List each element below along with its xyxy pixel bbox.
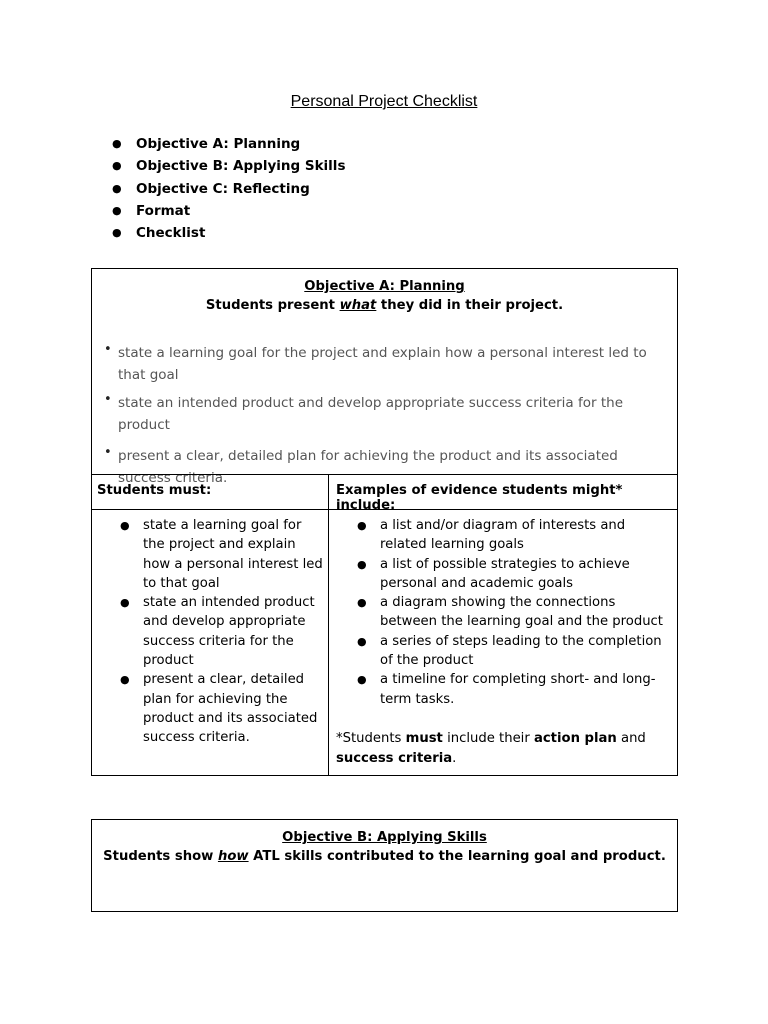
objective-a-header [92, 277, 677, 315]
bullet-icon: ● [112, 181, 122, 195]
contents-item-checklist: Checklist [136, 225, 206, 242]
bullet-icon: • [104, 445, 112, 460]
objective-a-heading: Objective A: Planning [304, 279, 465, 294]
contents-item-objective-c: Objective C: Reflecting [136, 180, 310, 197]
list-item: • state a learning goal for the project and explain how a personal interest led to that goal [104, 343, 664, 386]
list-item: • state an intended product and develop appropriate success criteria for the product [104, 393, 664, 436]
bullet-icon: ● [357, 519, 367, 532]
bullet-icon: ● [120, 519, 130, 532]
bullet-icon: ● [112, 226, 122, 240]
bullet-icon: • [104, 392, 112, 407]
bullet-icon: ● [357, 673, 367, 687]
column-header-students-must: Students must: [97, 483, 212, 498]
contents-item-format: Format [136, 202, 191, 219]
column-divider [328, 474, 329, 775]
objective-b-heading: Objective B: Applying Skills [282, 830, 487, 845]
bullet-icon: ● [357, 634, 367, 648]
objective-a-table [91, 268, 678, 776]
bullet-icon: ● [120, 596, 130, 610]
bullet-icon: ● [112, 159, 122, 173]
bullet-icon: ● [357, 596, 367, 610]
evidence-list [355, 516, 673, 709]
evidence-note: *Students must include their action plan and success criteria. [336, 731, 646, 766]
column-header-evidence: Examples of evidence students might* include: [336, 483, 623, 513]
bullet-icon: ● [112, 203, 122, 217]
table-divider [92, 474, 677, 475]
list-item [112, 133, 345, 155]
contents-list [112, 133, 345, 244]
list-item: ● a list and/or diagram of interests and related learning goals [357, 518, 626, 553]
bullet-icon: • [104, 342, 112, 357]
bullet-icon: ● [120, 673, 130, 687]
list-item: ● a timeline for completing short- and long-term tasks. [357, 672, 656, 707]
page-title: Personal Project Checklist [290, 93, 478, 110]
list-item: ● state a learning goal for the project and explain how a personal interest led to that goal [120, 518, 323, 591]
students-must-list [118, 516, 326, 748]
objective-b-header [92, 828, 677, 866]
objective-b-table [91, 819, 678, 912]
objective-b-subheading: Students show how ATL skills contributed to the learning goal and product. [103, 849, 666, 864]
list-item: ● a list of possible strategies to achieve personal and academic goals [357, 556, 630, 591]
objective-a-criteria [104, 343, 664, 489]
list-item [112, 200, 345, 222]
contents-item-objective-a: Objective A: Planning [136, 136, 301, 152]
objective-a-subheading: Students present what they did in their project. [205, 298, 564, 313]
contents-item-objective-b: Objective B: Applying Skills [136, 158, 346, 175]
bullet-icon: ● [357, 557, 367, 571]
list-item: ● state an intended product and develop appropriate success criteria for the product [120, 595, 315, 669]
list-item [112, 178, 345, 200]
list-item: ● present a clear, detailed plan for achieving the product and its associated success criteria. [120, 672, 318, 746]
bullet-icon: ● [112, 137, 122, 150]
list-item: ● a series of steps leading to the completion of the product [357, 633, 662, 669]
list-item [112, 155, 345, 177]
list-item: • present a clear, detailed plan for achieving the product and its associated success criteria. [104, 446, 664, 489]
list-item: ● a diagram showing the connections between the learning goal and the product [357, 595, 663, 630]
list-item [112, 222, 345, 244]
